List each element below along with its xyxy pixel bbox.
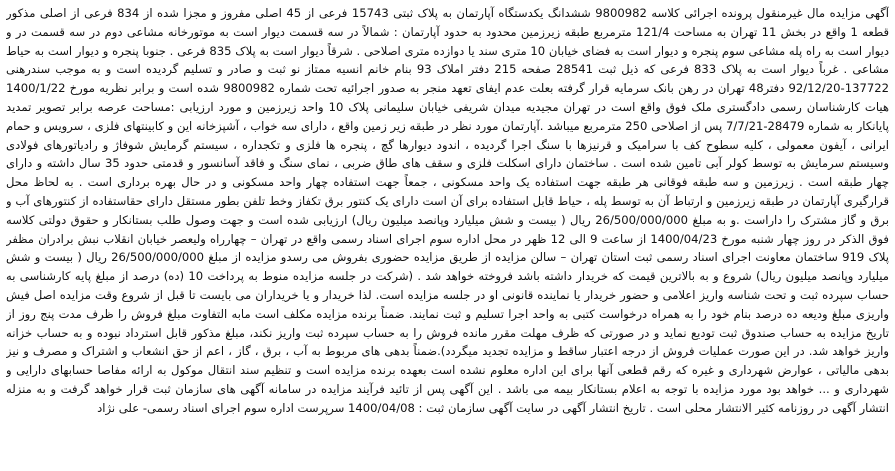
notice-paragraph [6,4,889,418]
notice-body: آگهی مزایده مال غیرمنقول پرونده اجرائی کلاسه 9800982 ششدانگ یکدستگاه آپارتمان به پلاک ثبتی 15743 فرعی از 45 اصلی مفروز و مجزا شده از 834 فرعی از اصلی مذکور قطعه 1 واقع در بخش 11 تهران به مساحت 121/4 مترمربع طبقه زیرزمین محدود به حدود آپارتمان : شمالاً در سه قسمت دیوار است به موتورخانه مشاعی دوم در سه قسمت در و دیوار است به راه پله مشاعی سوم پنجره و دیوار است به فضای خیابان 10 متری سند یا دوازده متری اصلاحی . شرقاً دیوار است به پلاک 835 فرعی . جنوبا پنجره و دیوار است به حیاط مشاعی . غرباً دیوار است به پلاک 833 فرعی که ذیل ثبت 28541 صفحه 215 دفتر املاک 93 بنام خانم انسیه ممتاز نو ثبت و صادر و تسلیم گردیده است و به موجب سندرهنی 137722-92/12/20 دفتر48 تهران در رهن بانک سرمایه قرار گرفته بعلت عدم ایفای تعهد منجر به صدور اجرائیه تحت شماره 9800982 شده است و برابر نظریه مورخ 1400/1/22 هیات کارشناسان رسمی دادگستری ملک فوق واقع است در تهران مجیدیه میدان شریفی خیابان سلیمانی پلاک 10 واحد زیرزمین و مورد ارزیابی :مساحت عرصه برابر تصویر تمدید پایانکار به شماره 28479-7/7/21 پس از اصلاحی 250 مترمربع میباشد .آپارتمان مورد نظر در طبقه زیر زمین واقع ، دارای سه خواب ، آشپزخانه این و کابینتهای فلزی ، سرویس و حمام ایرانی ، آیفون معمولی ، کلیه سطوح کف با سرامیک و قرنیزها با سنگ اجرا گردیده ، اندود دیوارها گچ ، پنجره ها فلزی و تکجداره ، سیستم گرمایش شوفاژ و رادیاتورهای فولادی وسیستم سرمایش به توسط کولر آبی تامین شده است . ساختمان دارای اسکلت فلزی و سقف های طاق ضربی ، نمای سنگ و فاقد آسانسور و قدمتی حدود 35 سال داشته و دارای چهار طبقه است . زیرزمین و سه طبقه فوقانی هر طبقه جهت استفاده یک واحد مسکونی ، جمعاً جهت استفاده چهار واحد مسکونی و در حال بهره برداری است . به لحاظ محل قرارگیری آپارتمان در طبقه زیرزمین و ارتباط آن به توسط پله ، حیاط قابل استفاده برای آن است دارای یک کنتور برق تکفاز وخط تلفن بطور مستقل دارای حقاستفاده از کنتورهای آب و برق و گاز مشترک را داراست .و به مبلغ 26/500/000/000 ریال ( بیست و شش میلیارد وپانصد میلیون ریال) ارزیابی شده است و جهت وصول طلب بستانکار و حقوق دولتی کلاسه فوق الذکر در روز چهار شنبه مورخ 1400/04/23 از ساعت 9 الی 12 ظهر در محل اداره سوم اجرای اسناد رسمی واقع در تهران – چهارراه ولیعصر خیابان انقلاب نبش برادران مظفر پلاک 919 ساختمان معاونت اجرای اسناد رسمی ثبت استان تهران – سالن مزایده از طریق مزایده حضوری بفروش می رسدو مزایده از مبلغ 26/500/000/000 ریال ( بیست و شش میلیارد وپانصد میلیون ریال) شروع و به بالاترین قیمت که خریدار داشته باشد فروخته خواهد شد . (شرکت در جلسه مزایده منوط به پرداخت 10 (ده) درصد از مبلغ پایه کارشناسی به حساب سپرده ثبت و تحت شناسه واریز اعلامی و حضور خریدار یا نماینده قانونی او در جلسه مزایده است. لذا خریدار و یا خریداران می بایست تا قبل از شروع وقت مزایده اصل فیش واریزی مبلغ ودیعه ده درصد بنام خود را به همراه درخواست کتبی به واحد اجرا تسلیم و ثبت نمایند. ضمناً برنده مزایده مکلف است مابه التفاوت مبلغ فروش را ظرف مدت پنج روز از تاریخ مزایده به حساب صندوق ثبت توديع نمايد و در صورتی که ظرف مهلت مقرر مانده فروش را به حساب سپرده ثبت واریز نکند، مبلغ مذکور قابل استرداد نبوده و به حساب خزانه واریز خواهد شد. در این صورت عملیات فروش از درجه اعتبار ساقط و مزایده تجدید میگردد).ضمناً بدهی های مربوط به آب ، برق ، گاز ، اعم از حق انشعاب و اشتراک و مصرف و نیز بدهی مالیاتی ، عوارض شهرداری و غیره که رقم قطعی آنها برای این اداره معلوم نشده است بعهده برنده مزایده است و تنظیم سند انتقال موکول به ارائه مفاصا حسابهای دارایی و شهرداری و ... خواهد بود مورد مزایده با توجه به اعلام بستانکار بیمه می باشد . این آگهی پس از تائید فرآیند مزایده در سامانه آگهی های سازمان ثبت قرار خواهد گرفت و به منزله انتشار آگهی در روزنامه کثیر الانتشار محلی است . تاریخ انتشار آگهی در سایت آگهی سازمان ثبت : 1400/04/08 [6,6,889,415]
auction-notice [6,4,889,467]
notice-signature: سرپرست اداره سوم اجرای اسناد رسمی- علی نژاد [97,400,345,415]
